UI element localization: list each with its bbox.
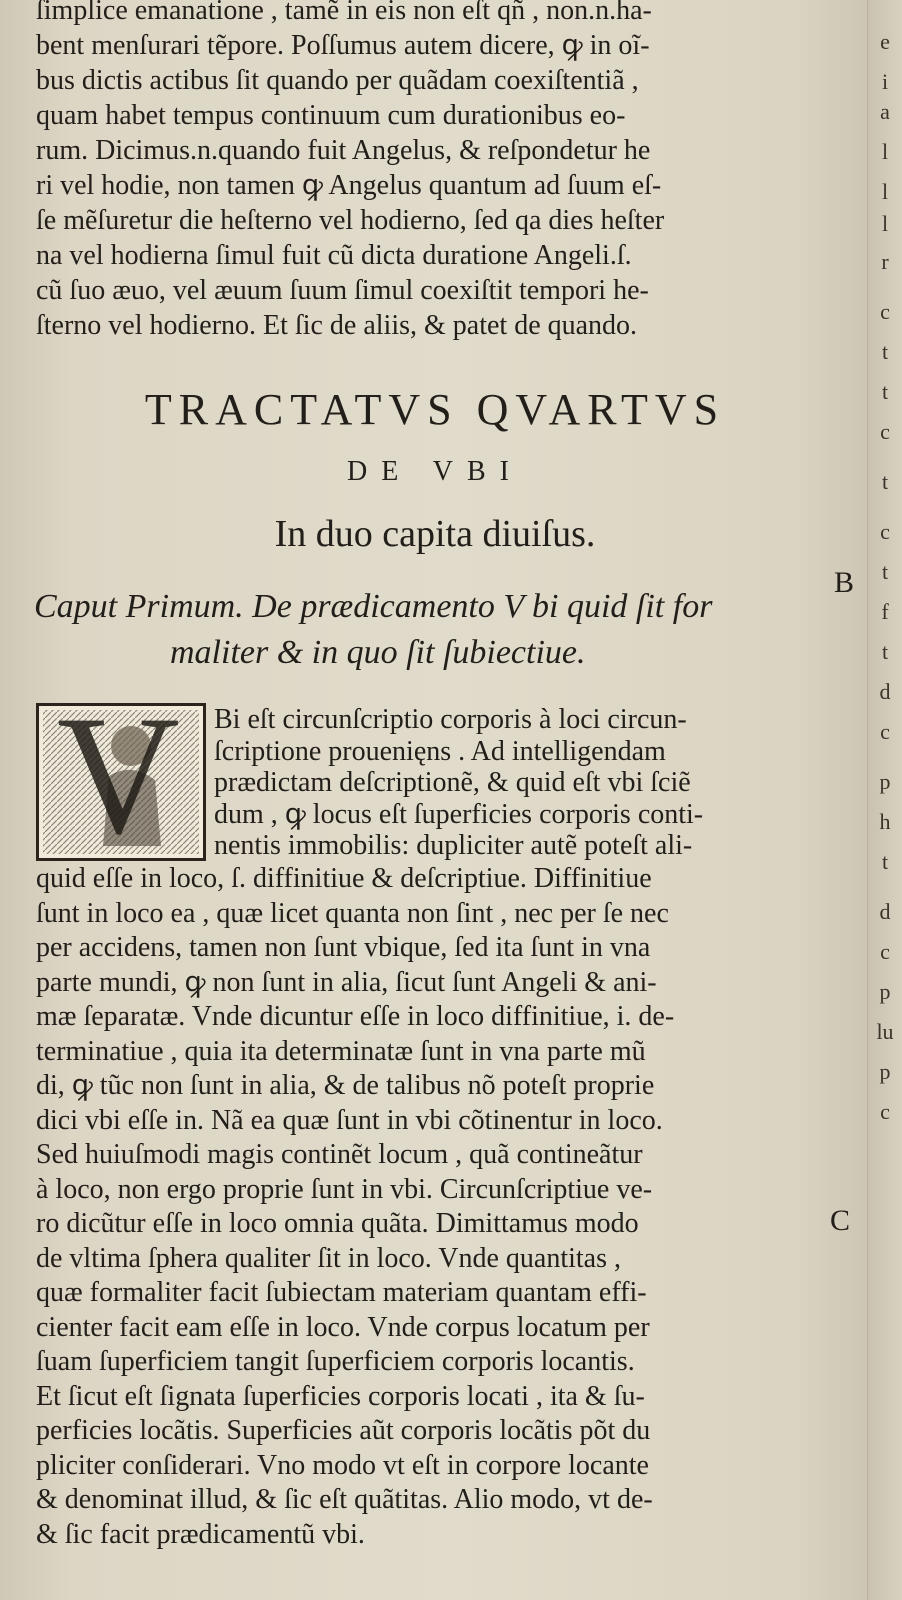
text-line: bus dictis actibus ſit quando per quãdam coexiſtentiã , [36,65,639,96]
text-line: quid eſſe in loco, ſ. diffinitiue & deſcriptiue. Diffinitiue [36,863,652,894]
text-line: quam habet tempus continuum cum durationibus eo- [36,100,626,131]
edge-letter: d [879,679,891,704]
edge-letter: t [881,559,889,584]
edge-letter: f [881,599,889,624]
edge-letter: c [880,719,890,744]
edge-letter: r [881,249,889,274]
edge-letter: t [881,849,889,874]
chapter-heading-line-2: maliter & in quo ſit ſubiectiue. [170,634,586,671]
edge-letter: t [881,339,889,364]
edge-letter: h [879,809,891,834]
edge-letter: t [881,639,889,664]
text-line: perficies locãtis. Superficies aũt corporis locãtis põt du [36,1415,651,1446]
edge-letter: p [879,1059,891,1084]
initial-letter: V [57,681,180,869]
text-line: ro dicũtur eſſe in loco omnia quãta. Dimittamus modo [36,1208,639,1239]
text-line: & denominat illud, & ſic eſt quãtitas. Alio modo, vt de- [36,1484,653,1515]
edge-letter: l [881,139,889,164]
text-line: rum. Dicimus.n.quando fuit Angelus, & reſpondetur he [36,135,651,166]
text-line: quæ formaliter facit ſubiectam materiam quantam effi- [36,1277,647,1308]
edge-letter: p [879,979,891,1004]
text-line: prædictam deſcriptionẽ, & quid eſt vbi ſciẽ [214,767,691,798]
margin-letter-c: C [830,1204,851,1237]
edge-letter: e [880,29,890,54]
text-line: ſcriptione prouenięns . Ad intelligendam [214,735,666,767]
woodcut-initial [36,681,206,869]
text-line: cũ ſuo æuo, vel æuum ſuum ſimul coexiſtit tempori he- [36,275,649,306]
text-line: ri vel hodie, non tamen ꝙ Angelus quantum ad ſuum eſ- [36,170,662,201]
text-line: pliciter conſiderari. Vno modo vt eſt in corpore locante [36,1449,649,1481]
text-line: ſe mẽſuretur die heſterno vel hodierno, ſed qa dies heſter [36,205,665,236]
text-line: terminatiue , quia ita determinatæ ſunt in vna parte mũ [36,1035,646,1067]
edge-letter: lu [876,1019,894,1044]
text-line: & ſic facit prædicamentũ vbi. [36,1518,365,1550]
text-line: dum , ꝙ locus eſt ſuperficies corporis conti- [214,798,704,830]
text-line: à loco, non ergo proprie ſunt in vbi. Circunſcriptiue ve- [36,1173,653,1205]
treatise-title: TRACTATVS QVARTVS [144,385,726,434]
edge-letter: d [879,899,891,924]
edge-letter: i [881,69,889,94]
edge-letter: l [881,211,889,236]
text-line: per accidens, tamen non ſunt vbique, ſed ita ſunt in vna [36,932,651,963]
edge-letter: a [880,99,890,124]
text-line: na vel hodierna ſimul fuit cũ dicta duratione Angeli.ſ. [36,240,632,271]
margin-letter-b: B [834,566,855,599]
text-line: Bi eſt circunſcriptio corporis à loci circun- [214,704,687,735]
text-line: bent menſurari tẽpore. Poſſumus autem dicere, ꝙ in oĩ- [36,30,650,61]
text-line: ſterno vel hodierno. Et ſic de aliis, & patet de quando. [36,310,638,341]
treatise-subtitle: DE VBI [346,456,524,487]
text-line: nentis immobilis: dupliciter autẽ poteſt ali- [214,830,693,861]
text-line: Et ſicut eſt ſignata ſuperficies corporis locati , ita & ſu- [36,1380,645,1412]
text-line: parte mundi, ꝙ non ſunt in alia, ſicut ſunt Angeli & ani- [36,966,657,998]
text-line: de vltima ſphera qualiter ſit in loco. Vnde quantitas , [36,1242,622,1274]
text-line: Sed huiuſmodi magis continẽt locum , quã contineãtur [36,1139,643,1170]
edge-letter: c [880,1099,890,1124]
text-line: mæ ſeparatæ. Vnde dicuntur eſſe in loco diffinitiue, i. de- [36,1001,675,1032]
text-line: ſunt in loco ea , quæ licet quanta non ſint , nec per ſe nec [36,897,669,929]
edge-letter: c [880,419,890,444]
edge-letter: c [880,939,890,964]
edge-letter: t [881,379,889,404]
text-line: cienter facit eam eſſe in loco. Vnde corpus locatum per [36,1311,650,1343]
edge-letter: p [879,769,891,794]
facing-page-edge [867,0,902,1600]
edge-letter: c [880,299,890,324]
edge-letter: l [881,179,889,204]
treatise-division-note: In duo capita diuiſus. [274,513,596,555]
edge-letter: c [880,519,890,544]
text-line: ſimplice emanatione , tamẽ in eis non eſt qñ , non.n.ha- [36,0,652,26]
text-line: ſuam ſuperficiem tangit ſuperficiem corporis locantis. [36,1346,635,1377]
text-line: dici vbi eſſe in. Nã ea quæ ſunt in vbi cõtinentur in loco. [36,1104,663,1136]
text-line: di, ꝙ tũc non ſunt in alia, & de talibus nõ poteſt proprie [36,1070,655,1101]
edge-letter: t [881,469,889,494]
chapter-heading-line-1: Caput Primum. De prædicamento V bi quid ſit for [34,588,713,625]
